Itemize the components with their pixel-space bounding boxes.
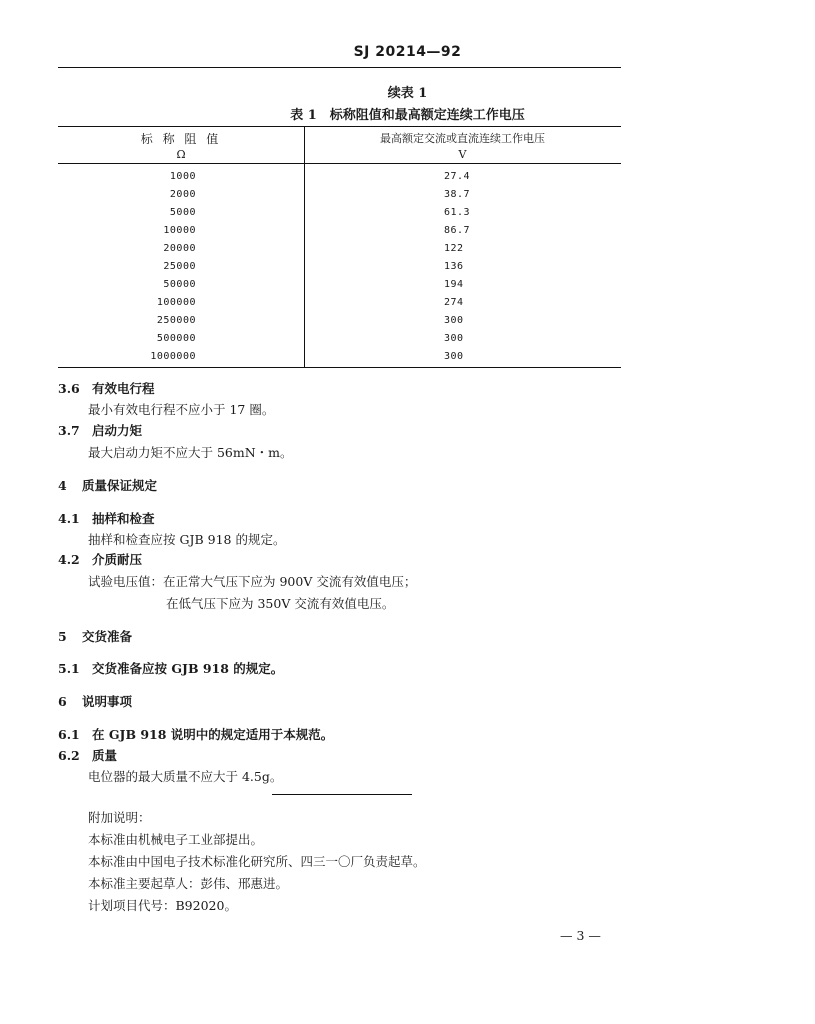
page-number: — 3 — xyxy=(560,928,601,943)
notes-separator-rule xyxy=(272,794,412,795)
voltage-value: 27.4 xyxy=(444,171,471,182)
table-row xyxy=(58,243,621,261)
section-5-heading xyxy=(58,627,132,645)
section-title: 抽样和检查 xyxy=(92,511,155,526)
resistance-value: 50000 xyxy=(163,279,196,290)
section-4-2-heading xyxy=(58,550,142,568)
table-header-rule xyxy=(58,163,621,164)
section-title: 质量 xyxy=(92,748,118,763)
section-4-1-heading xyxy=(58,509,155,527)
section-6-2-heading xyxy=(58,746,117,764)
column-header-resistance: 标 称 阻 值 xyxy=(140,132,222,146)
resistance-value: 20000 xyxy=(163,243,196,254)
section-number: 5 xyxy=(58,629,67,644)
section-number: 4.1 xyxy=(58,511,80,526)
section-title: 启动力矩 xyxy=(92,423,143,438)
voltage-value: 194 xyxy=(444,279,464,290)
column-header-voltage: 最高额定交流或直流连续工作电压 xyxy=(380,132,545,145)
header-rule xyxy=(58,67,621,68)
section-6-heading xyxy=(58,692,132,710)
voltage-value: 300 xyxy=(444,315,464,326)
section-title: 质量保证规定 xyxy=(82,478,158,493)
table-row xyxy=(58,207,621,225)
resistance-value: 2000 xyxy=(169,189,196,200)
section-number: 4 xyxy=(58,478,67,493)
table-row xyxy=(58,333,621,351)
section-title: 交货准备 xyxy=(82,629,133,644)
table-row xyxy=(58,189,621,207)
column-unit-voltage: V xyxy=(458,148,467,161)
table-row xyxy=(58,279,621,297)
section-number: 6.1 xyxy=(58,727,80,742)
section-3-6-heading xyxy=(58,379,155,397)
table-bottom-rule xyxy=(58,367,621,368)
resistance-value: 1000000 xyxy=(150,351,196,362)
table-top-rule xyxy=(58,126,621,127)
section-number: 6 xyxy=(58,694,67,709)
table-row xyxy=(58,315,621,333)
section-title: 有效电行程 xyxy=(92,381,155,396)
section-4-heading xyxy=(58,476,157,494)
document-code: SJ 20214—92 xyxy=(353,44,462,60)
section-number: 6.2 xyxy=(58,748,80,763)
resistance-value: 250000 xyxy=(156,315,196,326)
voltage-value: 86.7 xyxy=(444,225,471,236)
table-row xyxy=(58,225,621,243)
notes-title: 附加说明： xyxy=(88,810,151,825)
section-4-1-text: 抽样和检查应按 GJB 918 的规定。 xyxy=(88,532,286,547)
section-number: 5.1 xyxy=(58,661,80,676)
voltage-value: 38.7 xyxy=(444,189,471,200)
column-unit-resistance: Ω xyxy=(176,148,186,161)
resistance-value: 1000 xyxy=(169,171,196,182)
resistance-voltage-table xyxy=(58,126,621,369)
section-5-1-heading xyxy=(58,659,283,677)
resistance-value: 25000 xyxy=(163,261,196,272)
section-6-1-heading xyxy=(58,725,333,743)
resistance-value: 10000 xyxy=(163,225,196,236)
voltage-value: 300 xyxy=(444,333,464,344)
voltage-value: 122 xyxy=(444,243,464,254)
section-number: 4.2 xyxy=(58,552,80,567)
section-title: 介质耐压 xyxy=(92,552,143,567)
notes-line-1: 本标准由机械电子工业部提出。 xyxy=(88,832,264,847)
table-row xyxy=(58,261,621,279)
section-title: 说明事项 xyxy=(82,694,133,709)
table-body xyxy=(58,171,621,369)
table-continued-label: 续表 1 xyxy=(387,86,428,101)
notes-line-4: 计划项目代号：B92020。 xyxy=(88,898,237,913)
section-title: 在 GJB 918 说明中的规定适用于本规范。 xyxy=(92,727,334,742)
section-4-2-text-1: 试验电压值：在正常大气压下应为 900V 交流有效值电压； xyxy=(88,574,417,589)
table-row xyxy=(58,171,621,189)
notes-line-3: 本标准主要起草人：彭伟、邢惠进。 xyxy=(88,876,289,891)
section-6-2-text: 电位器的最大质量不应大于 4.5g。 xyxy=(88,769,283,784)
section-3-6-text: 最小有效电行程不应小于 17 圈。 xyxy=(88,402,275,417)
voltage-value: 300 xyxy=(444,351,464,362)
resistance-value: 100000 xyxy=(156,297,196,308)
notes-line-2: 本标准由中国电子技术标准化研究所、四三一〇厂负责起草。 xyxy=(88,854,426,869)
section-number: 3.7 xyxy=(58,423,80,438)
resistance-value: 5000 xyxy=(169,207,196,218)
section-4-2-text-2: 在低气压下应为 350V 交流有效值电压。 xyxy=(166,596,395,611)
voltage-value: 136 xyxy=(444,261,464,272)
section-3-7-text: 最大启动力矩不应大于 56mN・m。 xyxy=(88,445,293,460)
section-number: 3.6 xyxy=(58,381,80,396)
section-title: 交货准备应按 GJB 918 的规定。 xyxy=(92,661,284,676)
section-3-7-heading xyxy=(58,421,142,439)
resistance-value: 500000 xyxy=(156,333,196,344)
table-row xyxy=(58,297,621,315)
voltage-value: 61.3 xyxy=(444,207,471,218)
voltage-value: 274 xyxy=(444,297,464,308)
table-caption: 表 1 标称阻值和最高额定连续工作电压 xyxy=(290,108,525,123)
